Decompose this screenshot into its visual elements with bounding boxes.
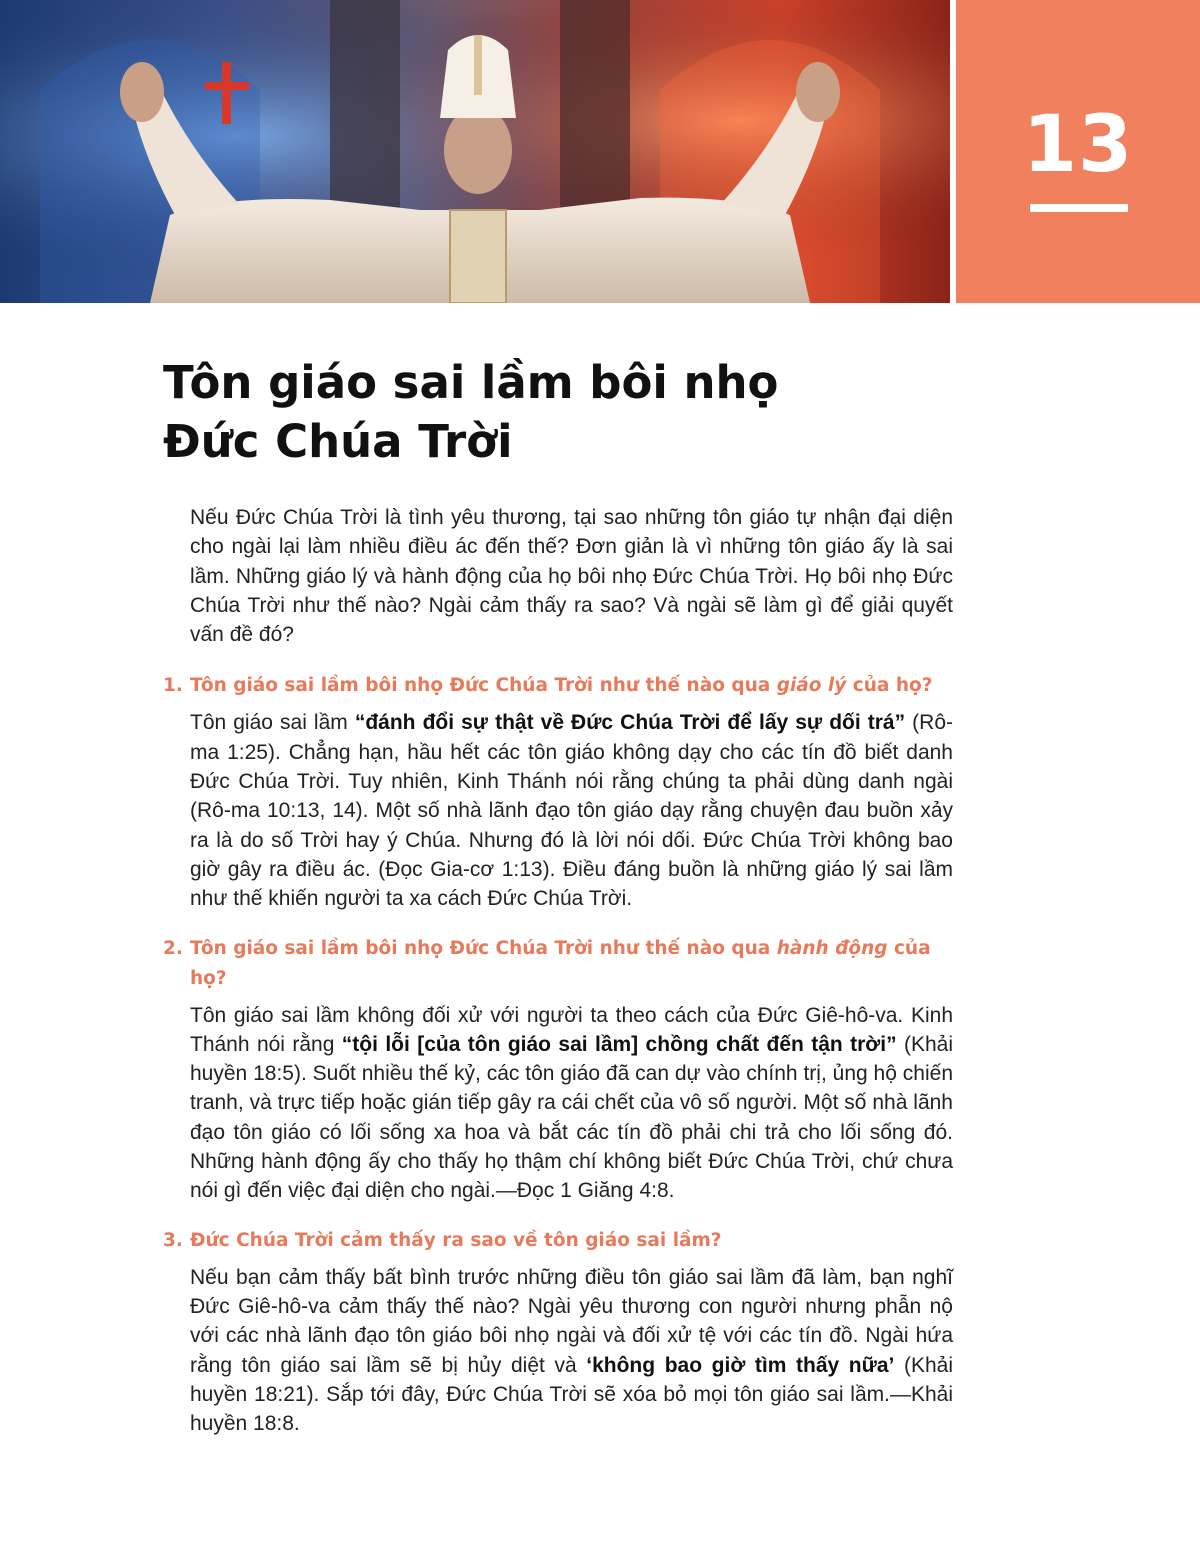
question-text: Tôn giáo sai lầm bôi nhọ Đức Chúa Trời như thế nào qua xyxy=(190,675,777,697)
question-number: 2. xyxy=(163,937,183,959)
answer-paragraph xyxy=(163,708,953,913)
question-section-1 xyxy=(163,671,953,913)
answer-text-end: (Khải huyền 18:21). Sắp tới đây, Đức Chúa Trời sẽ xóa bỏ mọi tôn giáo sai lầm.—Khải huyền 18:8. xyxy=(190,1353,954,1436)
question-emphasis: giáo lý xyxy=(776,675,847,697)
chapter-badge xyxy=(956,0,1200,303)
question-text: Tôn giáo sai lầm bôi nhọ Đức Chúa Trời như thế nào qua xyxy=(190,937,777,959)
chapter-number: 13 xyxy=(1022,100,1134,190)
question-heading xyxy=(163,1226,953,1256)
question-section-2 xyxy=(163,934,953,1206)
question-number: 1. xyxy=(163,675,183,697)
page-title xyxy=(163,353,983,471)
question-text: Đức Chúa Trời cảm thấy ra sao về tôn giáo sai lầm? xyxy=(190,1229,722,1251)
page-title-line1: Tôn giáo sai lầm bôi nhọ xyxy=(163,356,779,409)
scripture-quote: “tội lỗi [của tôn giáo sai lầm] chồng chất đến tận trời” xyxy=(341,1032,897,1056)
intro-paragraph: Nếu Đức Chúa Trời là tình yêu thương, tại sao những tôn giáo tự nhận đại diện cho ngài lại làm nhiều điều ác đến thế? Đơn giản là vì những tôn giáo ấy là sai lầm. Những giáo lý và hành động của họ bôi nhọ Đức Chúa Trời. Họ bôi nhọ Đức Chúa Trời như thế nào? Ngài cảm thấy ra sao? Và ngài sẽ làm gì để giải quyết vấn đề đó? xyxy=(190,506,953,647)
scripture-quote: ‘không bao giờ tìm thấy nữa’ xyxy=(586,1353,895,1377)
answer-text-end: (Khải huyền 18:5). Suốt nhiều thế kỷ, các tôn giáo đã can dự vào chính trị, ủng hộ chiến tranh, và trực tiếp hoặc gián tiếp gây ra cái chết của vô số người. Một số nhà lãnh đạo tôn giáo có lối sống xa hoa và bắt các tín đồ phải chi trả cho lối sống đó. Những hành động ấy cho thấy họ thậm chí không biết Đức Chúa Trời, chứ chưa nói gì đến việc đại diện cho ngài.—Đọc 1 Giăng 4:8. xyxy=(190,1032,953,1203)
question-section-3 xyxy=(163,1226,953,1439)
answer-text-end: (Rô-ma 1:25). Chẳng hạn, hầu hết các tôn giáo không dạy cho các tín đồ biết danh Đức Chúa Trời. Tuy nhiên, Kinh Thánh nói rằng chúng ta phải dùng danh ngài (Rô-ma 10:13, 14). Một số nhà lãnh đạo tôn giáo dạy rằng chuyện đau buồn xảy ra là do số Trời hay ý Chúa. Nhưng đó là lời nói dối. Đức Chúa Trời không bao giờ gây ra điều ác. (Đọc Gia-cơ 1:13). Điều đáng buồn là những giáo lý sai lầm như thế khiến người ta xa cách Đức Chúa Trời. xyxy=(190,711,953,911)
question-number: 3. xyxy=(163,1229,183,1251)
answer-paragraph xyxy=(163,1263,953,1439)
question-heading xyxy=(163,671,953,701)
answer-text: Tôn giáo sai lầm xyxy=(190,711,355,735)
question-text-end: của họ? xyxy=(190,937,931,989)
lesson-content xyxy=(163,503,953,1458)
priest-arms-raised-image xyxy=(0,0,950,303)
page-title-line2: Đức Chúa Trời xyxy=(163,415,513,468)
scripture-quote: “đánh đổi sự thật về Đức Chúa Trời để lấy sự dối trá” xyxy=(354,711,906,735)
chapter-underline xyxy=(1030,204,1128,212)
hero-image xyxy=(0,0,950,303)
question-text-end: của họ? xyxy=(846,675,933,697)
question-emphasis: hành động xyxy=(776,937,888,959)
answer-text: Nếu bạn cảm thấy bất bình trước những điều tôn giáo sai lầm đã làm, bạn nghĩ Đức Giê-hô-va cảm thấy thế nào? Ngài yêu thương con người nhưng phẫn nộ với các nhà lãnh đạo tôn giáo bôi nhọ ngài và đối xử tệ với các tín đồ. Ngài hứa rằng tôn giáo sai lầm sẽ bị hủy diệt và xyxy=(190,1265,953,1377)
answer-text: Tôn giáo sai lầm không đối xử với người ta theo cách của Đức Giê-hô-va. Kinh Thánh nói rằng xyxy=(190,1003,953,1056)
question-heading xyxy=(163,934,953,994)
answer-paragraph xyxy=(163,1001,953,1206)
